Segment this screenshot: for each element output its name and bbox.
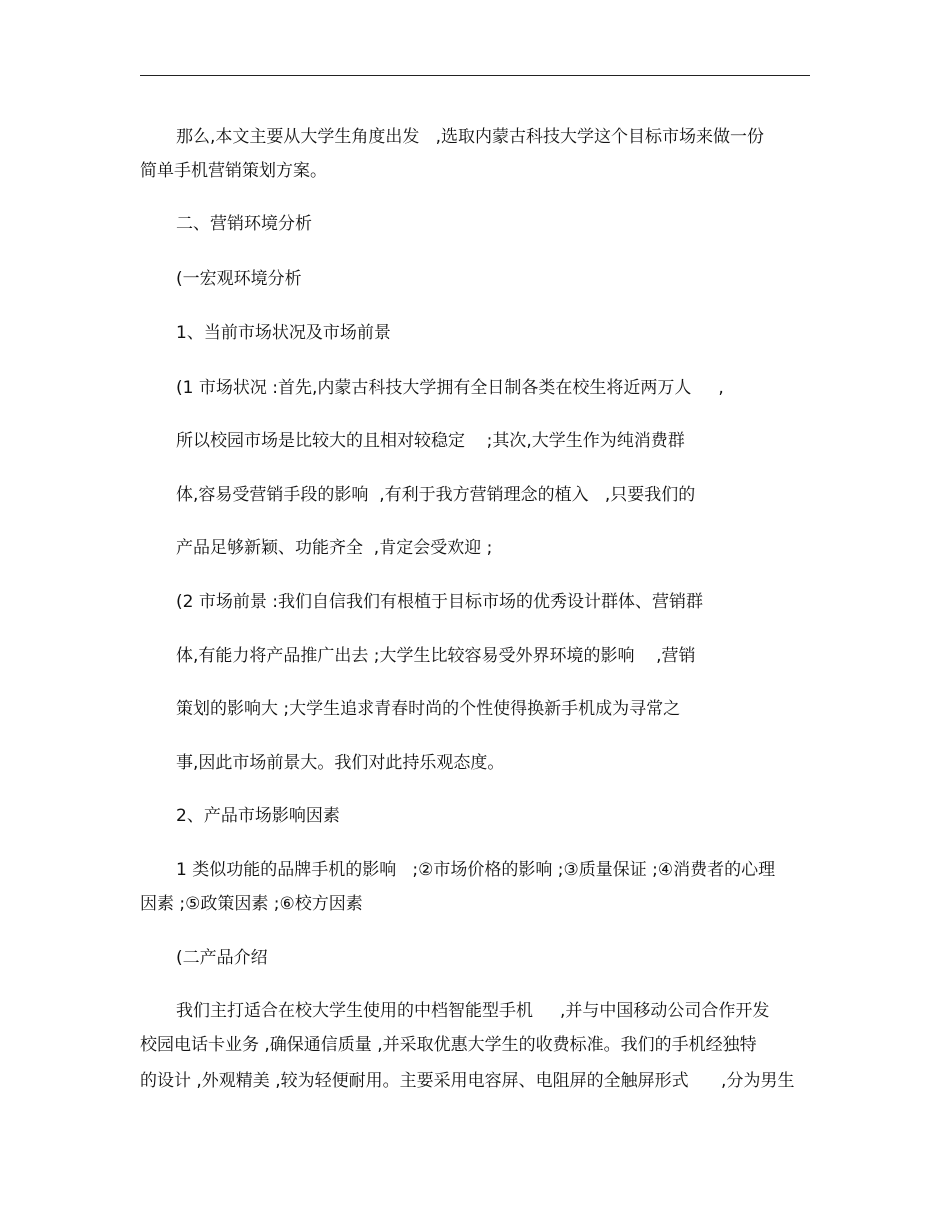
paragraph-line: 体,有能力将产品推广出去 ;大学生比较容易受外界环境的影响 ,营销 xyxy=(176,646,696,666)
subsection-heading: (一宏观环境分析 xyxy=(176,269,302,289)
paragraph-line: 那么,本文主要从大学生角度出发 ,选取内蒙古科技大学这个目标市场来做一份 xyxy=(176,127,765,147)
paragraph-line: 产品足够新颖、功能齐全 ,肯定会受欢迎 ; xyxy=(176,538,493,558)
paragraph-line: 因素 ;⑤政策因素 ;⑥校方因素 xyxy=(140,894,363,914)
subsection-heading: (二产品介绍 xyxy=(176,948,268,968)
paragraph-line: 简单手机营销策划方案。 xyxy=(140,161,327,181)
paragraph-line: (2 市场前景 :我们自信我们有根植于目标市场的优秀设计群体、营销群 xyxy=(176,592,703,612)
paragraph-line: 的设计 ,外观精美 ,较为轻便耐用。主要采用电容屏、电阻屏的全触屏形式 ,分为男生 xyxy=(140,1071,795,1091)
subsection-heading: 1、当前市场状况及市场前景 xyxy=(176,323,391,343)
paragraph-line: 事,因此市场前景大。我们对此持乐观态度。 xyxy=(176,753,505,773)
subsection-heading: 2、产品市场影响因素 xyxy=(176,806,340,826)
paragraph-line: 1 类似功能的品牌手机的影响 ;②市场价格的影响 ;③质量保证 ;④消费者的心理 xyxy=(176,860,776,880)
paragraph-line: 我们主打适合在校大学生使用的中档智能型手机 ,并与中国移动公司合作开发 xyxy=(176,1001,770,1021)
section-heading: 二、营销环境分析 xyxy=(176,214,312,234)
paragraph-line: 校园电话卡业务 ,确保通信质量 ,并采取优惠大学生的收费标准。我们的手机经独特 xyxy=(140,1035,757,1055)
paragraph-line: 体,容易受营销手段的影响 ,有利于我方营销理念的植入 ,只要我们的 xyxy=(176,485,696,505)
paragraph-line: 策划的影响大 ;大学生追求青春时尚的个性使得换新手机成为寻常之 xyxy=(176,699,681,719)
header-rule xyxy=(140,75,810,76)
paragraph-line: 所以校园市场是比较大的且相对较稳定 ;其次,大学生作为纯消费群 xyxy=(176,431,685,451)
paragraph-line: (1 市场状况 :首先,内蒙古科技大学拥有全日制各类在校生将近两万人 , xyxy=(176,378,724,398)
